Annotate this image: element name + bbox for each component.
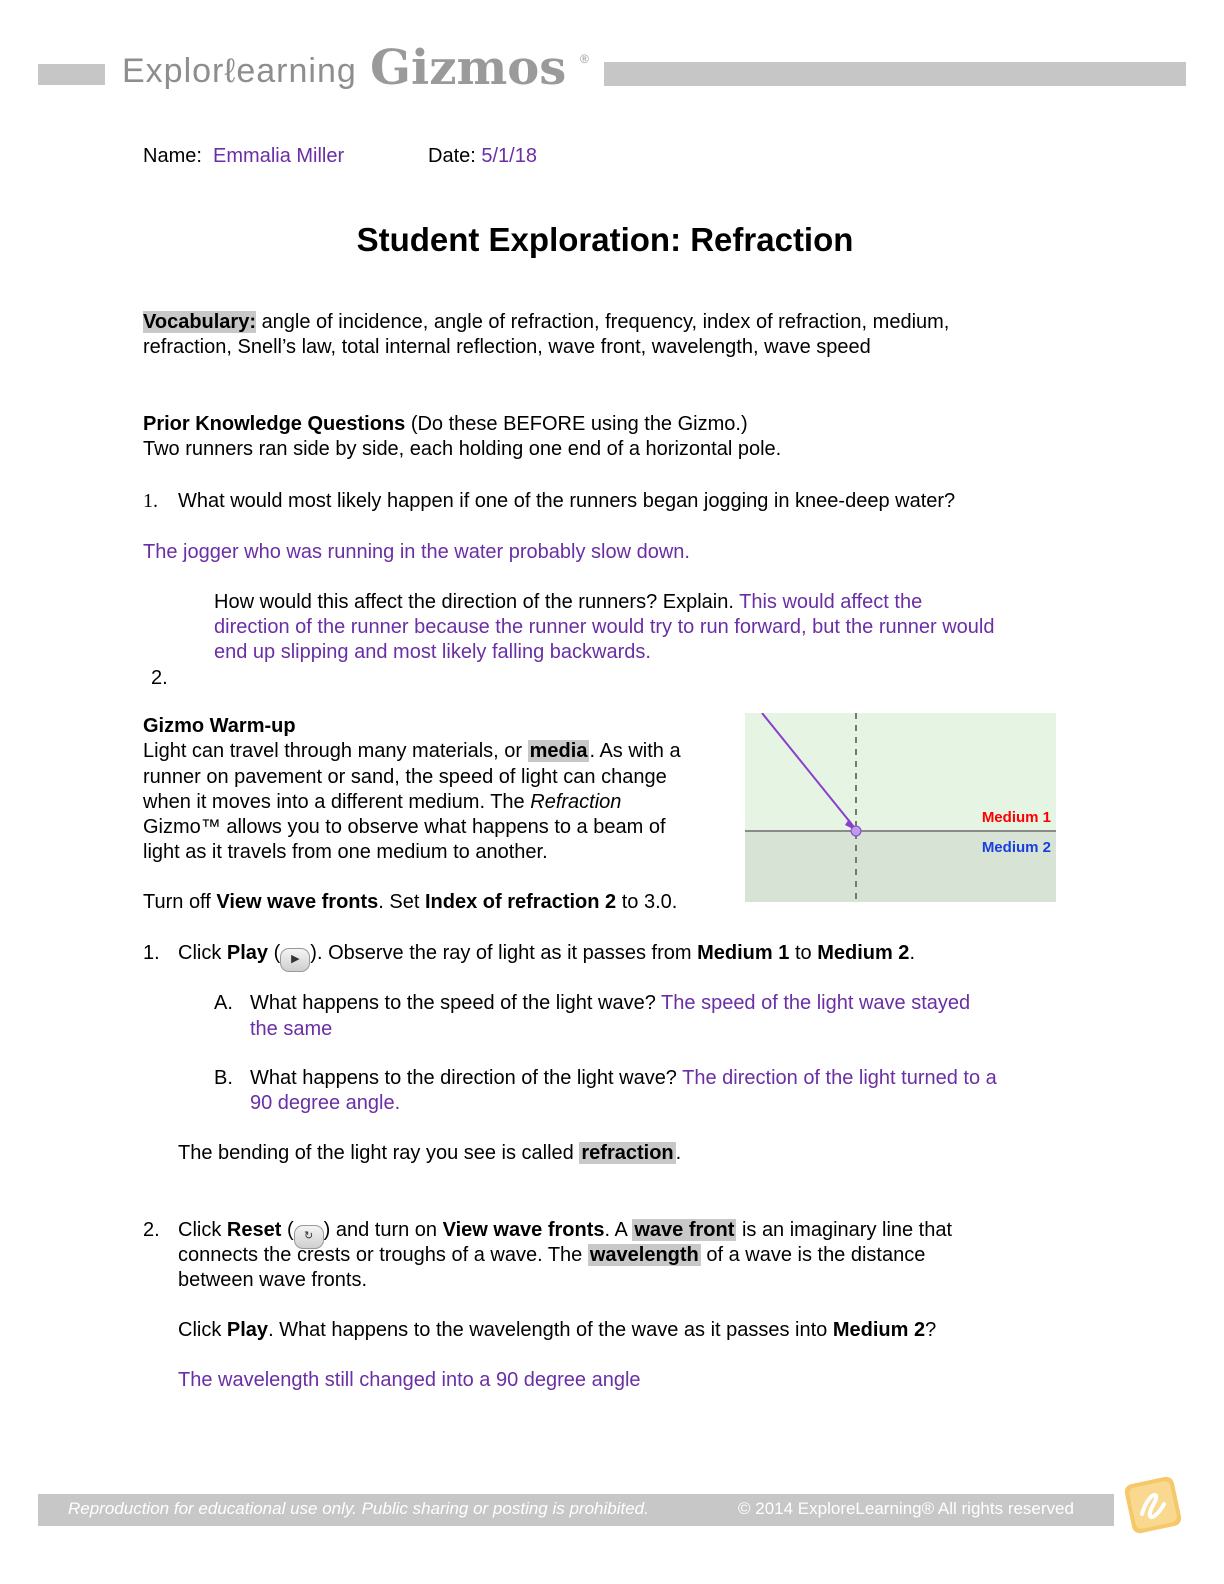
warmup-text: . Set [378,891,420,913]
footer-copyright: © 2014 ExploreLearning® All rights reserved [738,1499,1074,1518]
step1-instruction [178,941,915,972]
step1-text: ( [273,942,281,964]
prior-intro: Two runners ran side by side, each holding one end of a horizontal pole. [143,438,782,460]
medium-1-label: Medium 1 [981,809,1051,826]
brand-registered-mark: ® [580,52,589,66]
refraction-gizmo-figure [745,713,1056,902]
brand-gizmos: Gizmos [370,40,567,96]
brand-explorelearning: Explorℓearning [122,52,357,90]
prior-q1-answer: The jogger who was running in the water probably slow down. [143,541,690,563]
warmup-line-1 [143,739,681,764]
prior-heading-title: Prior Knowledge Questions [143,413,406,435]
step2-line-3: between wave fronts. [178,1269,367,1291]
step1-number: 1. [143,942,160,964]
prior-q1-number: 1. [143,490,158,512]
step1-text: to [794,942,812,964]
term-refraction: refraction [581,1142,674,1164]
explorelearning-logo-icon [1120,1470,1186,1536]
medium-2-label: Medium 2 [981,839,1051,856]
name-field [143,144,344,169]
step2-answer: The wavelength still changed into a 90 degree angle [178,1369,641,1391]
step2-play-question [178,1318,936,1343]
prior-q2-answer-3: end up slipping and most likely falling backwards. [214,641,651,663]
step1-text: ). Observe the ray of light as it passes from [310,942,692,964]
gizmo-name: Refraction [530,791,622,813]
warmup-text: Light can travel through many materials, or [143,740,523,762]
prior-q2-number: 2. [151,667,168,689]
name-label: Name: [143,145,202,167]
step1-qb-answer-2: 90 degree angle. [250,1092,401,1114]
vocabulary-text-2: refraction, Snell’s law, total internal reflection, wave front, wavelength, wave speed [143,336,871,358]
play-label: Play [226,1319,269,1341]
step2-text: is an imaginary line that [741,1219,953,1241]
medium-1-ref: Medium 1 [697,942,790,964]
warmup-heading: Gizmo Warm-up [143,715,296,737]
step2-text: . A [604,1219,627,1241]
warmup-line-3 [143,790,621,815]
step2-text: Click [178,1219,222,1241]
step1-qb-line-1 [250,1066,997,1091]
date-value: 5/1/18 [481,145,537,167]
term-wave-front: wave front [634,1219,735,1241]
medium-2-ref: Medium 2 [817,942,910,964]
step2-line-2 [178,1243,925,1268]
setting-view-wave-fronts: View wave fronts [216,891,379,913]
page-title: Student Exploration: Refraction [356,221,854,258]
warmup-instruction [143,890,677,915]
warmup-text: . As with a [589,740,681,762]
prior-q2-line-1 [214,590,922,615]
header-bar-left [38,64,105,85]
prior-q2-answer-1: This would affect the [739,591,923,613]
setting-index-of-refraction-2: Index of refraction 2 [425,891,617,913]
refraction-definition [178,1141,681,1166]
setting-view-wave-fronts: View wave fronts [442,1219,605,1241]
warmup-line-5: light as it travels from one medium to another. [143,841,548,863]
vocabulary-label: Vocabulary: [143,311,256,333]
play-label: Play [226,942,269,964]
step2-text: ) and turn on [323,1219,438,1241]
reset-button-icon: ↻ [294,1225,324,1249]
warmup-line-4: Gizmo™ allows you to observe what happens to a beam of [143,816,666,838]
prior-heading-note: (Do these BEFORE using the Gizmo.) [410,413,748,435]
warmup-text: to 3.0. [621,891,678,913]
step1-qb-text: What happens to the direction of the light wave? [250,1067,677,1089]
step2-text: ( [286,1219,294,1241]
prior-heading [143,412,748,437]
step1-qb-label: B. [214,1067,233,1089]
step1-qa-answer-1: The speed of the light wave stayed [661,992,971,1014]
reset-label: Reset [226,1219,282,1241]
warmup-text: Turn off [143,891,211,913]
refraction-text: The bending of the light ray you see is called [178,1142,574,1164]
warmup-text: when it moves into a different medium. The [143,791,525,813]
incidence-point [851,826,861,836]
refraction-text: . [675,1142,682,1164]
step1-qa-label: A. [214,992,233,1014]
name-value: Emmalia Miller [213,145,345,167]
prior-q2-prompt: How would this affect the direction of the runners? Explain. [214,591,734,613]
term-wavelength: wavelength [589,1244,699,1266]
vocabulary-text-1: angle of incidence, angle of refraction, frequency, index of refraction, medium, [261,311,950,333]
step1-qb-answer-1: The direction of the light turned to a [682,1067,997,1089]
date-label: Date: [428,145,476,167]
step2-text: of a wave is the distance [706,1244,926,1266]
step2-text: . What happens to the wavelength of the wave as it passes into [268,1319,828,1341]
step2-number: 2. [143,1219,160,1241]
step1-text: Click [178,942,222,964]
warmup-line-2: runner on pavement or sand, the speed of light can change [143,766,667,788]
step1-qa-line-1 [250,991,970,1016]
step1-text: . [909,942,915,964]
prior-q2-answer-2: direction of the runner because the runner would try to run forward, but the runner would [214,616,995,638]
step1-qa-answer-2: the same [250,1018,333,1040]
step1-qa-text: What happens to the speed of the light wave? [250,992,656,1014]
header-bar-right [604,62,1186,86]
step2-text: connects the crests or troughs of a wave. The [178,1244,583,1266]
medium-2-ref: Medium 2 [832,1319,926,1341]
prior-q1-text: What would most likely happen if one of the runners began jogging in knee-deep water? [178,490,956,512]
date-field [428,144,537,169]
footer-disclaimer: Reproduction for educational use only. Public sharing or posting is prohibited. [68,1499,649,1518]
play-button-icon: ▶ [280,948,310,972]
step2-text: ? [925,1319,937,1341]
vocabulary-line-1 [143,310,949,335]
step2-text: Click [178,1319,222,1341]
term-media: media [529,740,588,762]
